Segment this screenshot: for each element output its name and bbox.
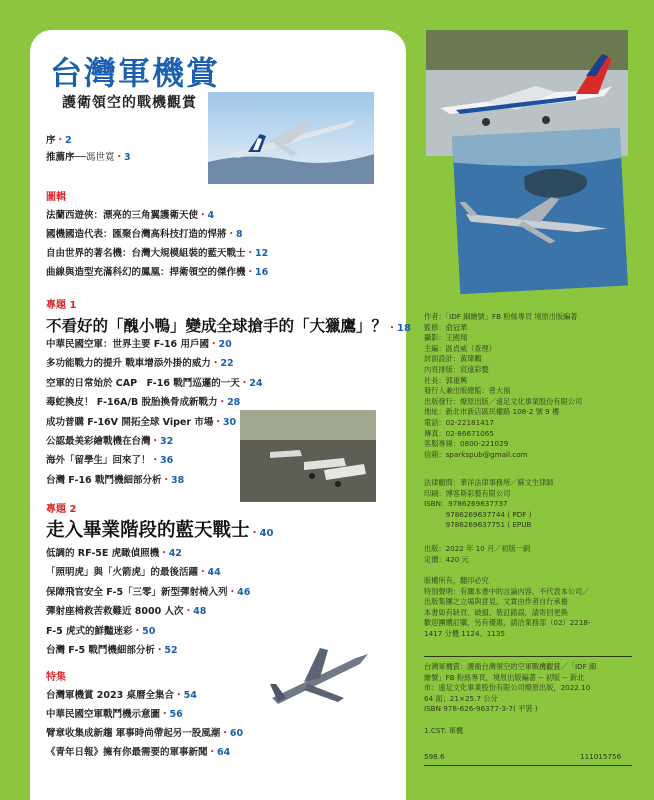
topic1-label: 專題 1 — [46, 300, 77, 311]
cip-line: 台灣軍機賞：護衛台灣領空的空軍戰機觀賞／「IDF 細 — [424, 662, 597, 671]
topic2-item-page: 50 — [142, 625, 156, 637]
topic2-item-page: 52 — [164, 645, 178, 656]
picture-section-item-text: 法蘭西遊俠：漂亮的三角翼護衛天使 — [46, 210, 199, 221]
cip-block — [424, 662, 632, 736]
topic2-item-page: 48 — [193, 606, 207, 618]
topic2-item[interactable] — [46, 564, 221, 578]
picture-section-item[interactable] — [46, 245, 268, 259]
topic2-item[interactable] — [46, 584, 250, 598]
special-item-page: 64 — [217, 747, 231, 758]
separator-dot: ・ — [213, 416, 223, 428]
special-item[interactable] — [46, 725, 243, 739]
rights-line: 版權所有，翻印必究 — [424, 576, 489, 585]
cip-line: 市：遠足文化事業股份有限公司燎原出版，2022.10 — [424, 683, 591, 693]
topic2-item-text: F-5 虎式的鮮豔迷彩 — [46, 625, 133, 637]
rights-line: 歡迎團體訂購，另有優惠，請洽業務部（02）2218- — [424, 618, 591, 628]
topic1-heading[interactable]: 不看好的「醜小鴨」變成全球搶手的「大獵鷹」？・18 — [46, 317, 411, 335]
picture-section-item-text: 自由世界的著名機：台灣大規模組裝的藍天戰士 — [46, 248, 246, 259]
topic2-label: 專題 2 — [46, 504, 77, 515]
cip-line: ISBN 978-626-96377-3-7( 平裝 ) — [424, 704, 538, 714]
separator-dot: ・ — [159, 548, 169, 559]
topic2-heading-text: 走入畢業階段的藍天戰士 — [46, 520, 250, 541]
topic1-item-page: 28 — [227, 397, 241, 409]
topic1-item[interactable] — [46, 375, 263, 389]
separator-dot: ・ — [217, 397, 228, 409]
credits-line: 作者：「IDF 細繪號」FB 粉絲專頁 境原出版編著 — [424, 312, 578, 321]
jet-photo-f5-runway — [240, 410, 376, 502]
separator-dot: ・ — [208, 339, 219, 350]
credits-line: 客服專線：0800-221029 — [424, 439, 509, 449]
picture-section-item[interactable] — [46, 207, 214, 221]
page-title: 台灣軍機賞 — [50, 54, 221, 92]
topic1-item[interactable] — [46, 394, 240, 408]
credits-block — [424, 312, 632, 460]
separator-dot: ・ — [245, 267, 256, 278]
topic1-item[interactable] — [46, 414, 236, 428]
topic1-item-text: 空軍的日常始於 CAP F-16 戰鬥巡邏的一天 — [46, 377, 240, 389]
separator-dot: ・ — [198, 210, 208, 221]
legal-line: ISBN：9786269637737 — [424, 499, 508, 509]
special-item-page: 56 — [169, 709, 183, 720]
picture-section-item-text: 國機國造代表：匯聚台灣高科技打造的悍將 — [46, 229, 227, 240]
topic1-item-page: 30 — [222, 416, 237, 428]
toc-recommend-page: 3 — [123, 152, 131, 163]
separator-dot: ・ — [161, 474, 171, 486]
credits-line: 監修：俞冠華 — [424, 322, 468, 332]
topic2-heading-page: 40 — [259, 528, 274, 539]
topic2-item-page: 42 — [168, 548, 182, 559]
topic1-item-text: 多功能戰力的提升 戰車增添外掛的威力 — [46, 358, 211, 370]
rights-line: 1417 分機 1124、1135 — [424, 628, 506, 638]
topic1-item-page: 24 — [249, 377, 263, 389]
edition-block — [424, 544, 632, 565]
topic2-item-text: 台灣 F-5 戰鬥機細部分析 — [46, 645, 155, 656]
jet-photo-idf — [208, 92, 374, 184]
legal-line: 9786269637751 ( EPUB — [424, 520, 532, 530]
legal-line: 9786269637744 ( PDF ) — [424, 509, 532, 519]
special-item[interactable] — [46, 744, 230, 758]
section-picture-label: 圖輯 — [46, 192, 66, 203]
rights-line: 出版集團之立場與意見，文責由作者自行承擔 — [424, 597, 568, 607]
special-item-text: 《青年日報》擁有你最需要的軍事新聞 — [46, 747, 208, 758]
picture-section-item-page: 8 — [236, 229, 243, 240]
rights-line: 本書如有缺頁、破損、裝訂錯誤，請寄回更換 — [424, 607, 568, 617]
cip-line: 64 面；21×25.7 公分 — [424, 693, 498, 703]
separator-dot: ・ — [150, 455, 161, 467]
separator-dot: ・ — [154, 645, 165, 656]
picture-section-item[interactable] — [46, 226, 243, 240]
special-item-text: 台灣軍機賞 2023 桌曆全集合 — [46, 690, 175, 701]
credits-line: 封面設計：黃瑋鵬 — [424, 354, 482, 364]
separator-dot: ・ — [245, 248, 256, 259]
topic1-item[interactable] — [46, 336, 232, 350]
credits-line: 地址：新北市新店區民權路 108-2 號 9 樓 — [424, 407, 560, 417]
toc-recommend-label: 推薦序── — [46, 152, 86, 163]
separator-dot: ・ — [174, 690, 184, 701]
cip-class-number: 598.6 — [424, 752, 445, 761]
toc-preface-page: 2 — [65, 135, 72, 146]
topic1-item-page: 20 — [218, 339, 232, 350]
legal-line: 法律顧問：華洋法律事務所／蘇文生律師 — [424, 478, 554, 487]
cip-top-rule — [424, 656, 632, 657]
topic1-item[interactable] — [46, 433, 173, 447]
special-item-text: 臂章收集成新趨 軍事時尚帶起另一股風潮 — [46, 728, 221, 739]
credits-line: 攝影：王國翔 — [424, 333, 468, 343]
cip-line: 繪號」FB 粉絲專頁，境原出版編著 -- 初版 -- 新北 — [424, 672, 585, 682]
topic2-item-page: 44 — [207, 567, 221, 579]
credits-line: 主編：區貞威（查理） — [424, 343, 496, 353]
separator-dot: ・ — [198, 567, 208, 579]
rights-block — [424, 576, 632, 640]
topic2-item-page: 46 — [237, 586, 251, 598]
picture-section-item-page: 4 — [207, 210, 215, 221]
toc-preface[interactable]: 序・2 — [46, 135, 72, 146]
edition-line: 定價：420 元 — [424, 554, 469, 564]
cip-line: 1.CST: 軍機 — [424, 725, 464, 735]
legal-line: 印刷：博客斯彩藝有限公司 — [424, 488, 511, 498]
legal-block — [424, 478, 632, 531]
topic1-item-text: 毒蛇換皮！ F-16A/B 脫胎換骨成新戰力 — [46, 397, 218, 409]
special-item-text: 中華民國空軍戰鬥機示意圖 — [46, 709, 161, 720]
topic2-item[interactable] — [46, 623, 155, 637]
topic2-item-text: 「照明虎」與「火箭虎」的最後活躍 — [46, 567, 199, 579]
topic1-item-text: 海外「留學生」回來了！ — [46, 455, 151, 467]
credits-line: 社長：郭重興 — [424, 375, 468, 385]
credits-line: 傳真：02-86671065 — [424, 428, 494, 438]
topic1-item[interactable] — [46, 355, 234, 369]
credits-line: 出版發行：燎原出版／遠足文化事業股份有限公司 — [424, 396, 583, 406]
separator-dot: ・ — [239, 377, 250, 389]
cip-record-id: 111015756 — [580, 752, 622, 761]
topic1-heading-page: 18 — [397, 323, 411, 334]
special-label: 特集 — [46, 672, 66, 683]
topic2-item-text: 彈射座椅救苦救難近 8000 人次 — [46, 606, 184, 618]
rights-line: 特別聲明：有關本書中的言論內容，不代表本公司／ — [424, 586, 590, 596]
topic2-item[interactable] — [46, 642, 178, 656]
credits-line: 發行人兼出版總監：曾大福 — [424, 386, 511, 396]
edition-line: 出版：2022 年 10 月／初版一刷 — [424, 544, 531, 553]
toc-recommend-author: 馮世寬 — [85, 152, 115, 163]
special-item[interactable] — [46, 706, 183, 720]
special-item[interactable] — [46, 687, 197, 701]
picture-section-item-page: 12 — [255, 248, 269, 259]
topic1-item-text: 台灣 F-16 戰鬥機細部分析 — [46, 474, 162, 486]
jet-photo-f16-sea — [452, 128, 628, 295]
topic2-item[interactable] — [46, 545, 182, 559]
separator-dot: ・ — [207, 747, 218, 758]
jet-photo-f16-gray — [264, 636, 372, 716]
separator-dot: ・ — [183, 606, 194, 618]
topic2-heading[interactable]: 走入畢業階段的藍天戰士・40 — [46, 520, 274, 541]
special-item-page: 54 — [183, 690, 197, 701]
cip-line — [424, 715, 632, 726]
separator-dot: ・ — [150, 436, 161, 447]
topic1-item-page: 38 — [171, 474, 185, 486]
special-item-page: 60 — [229, 728, 244, 739]
toc-recommend[interactable]: 推薦序──馮世寬・3 — [46, 152, 131, 163]
topic1-item-text: 成功普購 F-16V 開拓全球 Viper 市場 — [46, 416, 214, 428]
picture-section-item-page: 16 — [255, 267, 269, 278]
topic1-heading-text: 不看好的「醜小鴨」變成全球搶手的「大獵鷹」？ — [46, 317, 388, 335]
separator-dot: ・ — [227, 586, 238, 598]
separator-dot: ・ — [210, 358, 221, 370]
page-subtitle: 護衛領空的戰機觀賞 — [62, 95, 197, 111]
credits-line: 信箱：sparkspub@gmail.com — [424, 449, 528, 459]
topic2-item[interactable] — [46, 603, 206, 617]
topic1-item[interactable] — [46, 472, 184, 486]
separator-dot: ・ — [220, 728, 230, 739]
picture-section-item-text: 曲線與造型充滿科幻的鳳凰：捍衛領空的傑作機 — [46, 267, 246, 278]
separator-dot: ・ — [160, 709, 170, 720]
topic1-item-text: 中華民國空軍：世界主要 F-16 用戶國 — [46, 339, 209, 350]
toc-preface-label: 序 — [46, 135, 56, 146]
topic1-item[interactable] — [46, 452, 173, 466]
cip-bottom-rule — [424, 765, 632, 766]
topic1-item-page: 22 — [220, 358, 234, 370]
topic2-item-text: 低調的 RF-5E 虎瞰偵照機 — [46, 548, 160, 559]
topic1-item-text: 公認最美彩繪戰機在台灣 — [46, 436, 151, 447]
topic1-item-page: 36 — [160, 455, 174, 467]
picture-section-item[interactable] — [46, 264, 268, 278]
separator-dot: ・ — [132, 625, 143, 637]
separator-dot: ・ — [226, 229, 237, 240]
credits-line: 內頁排版：宸遠彩藝 — [424, 364, 489, 374]
topic1-item-page: 32 — [160, 436, 174, 447]
topic2-item-text: 保障飛官安全 F-5「三零」新型彈射椅入列 — [46, 586, 228, 598]
credits-line: 電話：02-22181417 — [424, 417, 494, 427]
